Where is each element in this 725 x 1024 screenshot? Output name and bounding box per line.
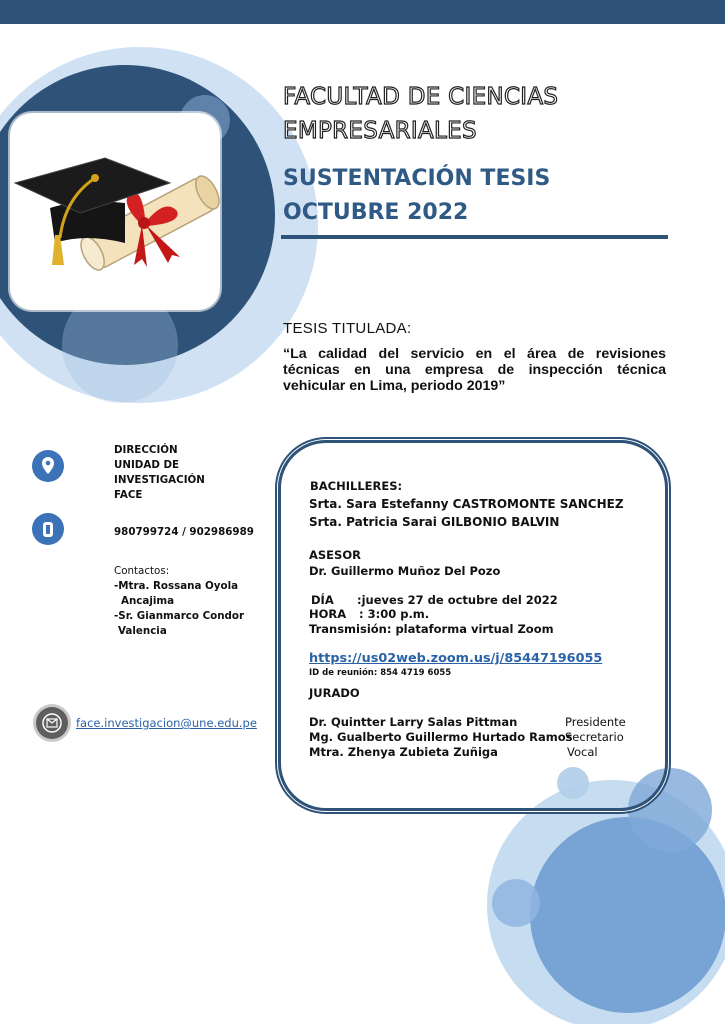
faculty-title-line1: FACULTAD DE CIENCIAS	[283, 84, 559, 110]
jurado-name: Mg. Gualberto Guillermo Hurtado Ramos	[309, 730, 573, 744]
graduation-image-frame	[10, 113, 220, 310]
hora-value: : 3:00 p.m.	[359, 607, 430, 621]
meeting-id: ID de reunión: 854 4719 6055	[309, 668, 452, 678]
address-line: UNIDAD DE	[114, 459, 180, 471]
zoom-link[interactable]: https://us02web.zoom.us/j/85447196055	[309, 651, 603, 666]
faculty-title	[283, 80, 558, 148]
deco-circle-bottom-left	[492, 879, 540, 927]
asesor-heading: ASESOR	[309, 548, 361, 562]
dia-label: DÍA	[311, 593, 334, 607]
event-title-line1: SUSTENTACIÓN TESIS	[283, 166, 551, 191]
address-block	[114, 443, 205, 503]
address-line: INVESTIGACIÓN	[114, 474, 205, 486]
bachiller-1: Srta. Sara Estefanny CASTROMONTE SANCHEZ	[309, 497, 624, 511]
event-title-line2: OCTUBRE 2022	[283, 200, 469, 225]
contacts-heading: Contactos:	[114, 565, 170, 577]
dia-value: :jueves 27 de octubre del 2022	[357, 593, 558, 607]
location-icon	[32, 450, 64, 482]
email-icon	[36, 707, 68, 739]
contact-line: -Mtra. Rossana Oyola	[114, 580, 239, 592]
thesis-heading: TESIS TITULADA:	[283, 320, 412, 337]
jurado-name: Dr. Quintter Larry Salas Pittman	[309, 715, 518, 729]
title-divider	[281, 235, 668, 239]
jurado-role: Secretario	[565, 730, 624, 744]
address-line: DIRECCIÓN	[114, 444, 178, 456]
email-link[interactable]: face.investigacion@une.edu.pe	[76, 716, 257, 730]
graduation-cap-icon	[10, 113, 220, 310]
address-line: FACE	[114, 489, 143, 501]
transmision: Transmisión: plataforma virtual Zoom	[309, 622, 554, 636]
thesis-title: “La calidad del servicio en el área de revisiones técnicas en una empresa de inspección técnica vehicular en Lima, periodo 2019”	[283, 346, 666, 394]
contact-line: Valencia	[118, 625, 167, 637]
jurado-role: Vocal	[567, 745, 598, 759]
jurado-name: Mtra. Zhenya Zubieta Zuñiga	[309, 745, 498, 759]
bachiller-2: Srta. Patricia Sarai GILBONIO BALVIN	[309, 515, 560, 529]
contact-line: Ancajima	[121, 595, 175, 607]
jurado-role: Presidente	[565, 715, 626, 729]
phone-icon	[32, 513, 64, 545]
asesor-name: Dr. Guillermo Muñoz Del Pozo	[309, 564, 501, 578]
faculty-title-line2: EMPRESARIALES	[283, 118, 477, 144]
bachilleres-heading: BACHILLERES:	[310, 479, 403, 493]
hora-label: HORA	[309, 607, 347, 621]
deco-circle-bottom-mid	[530, 817, 725, 1013]
event-title	[283, 162, 603, 230]
jurado-heading: JURADO	[309, 686, 360, 700]
phone-numbers: 980799724 / 902986989	[114, 526, 254, 538]
contacts-block	[114, 564, 244, 639]
contact-line: -Sr. Gianmarco Condor	[114, 610, 245, 622]
